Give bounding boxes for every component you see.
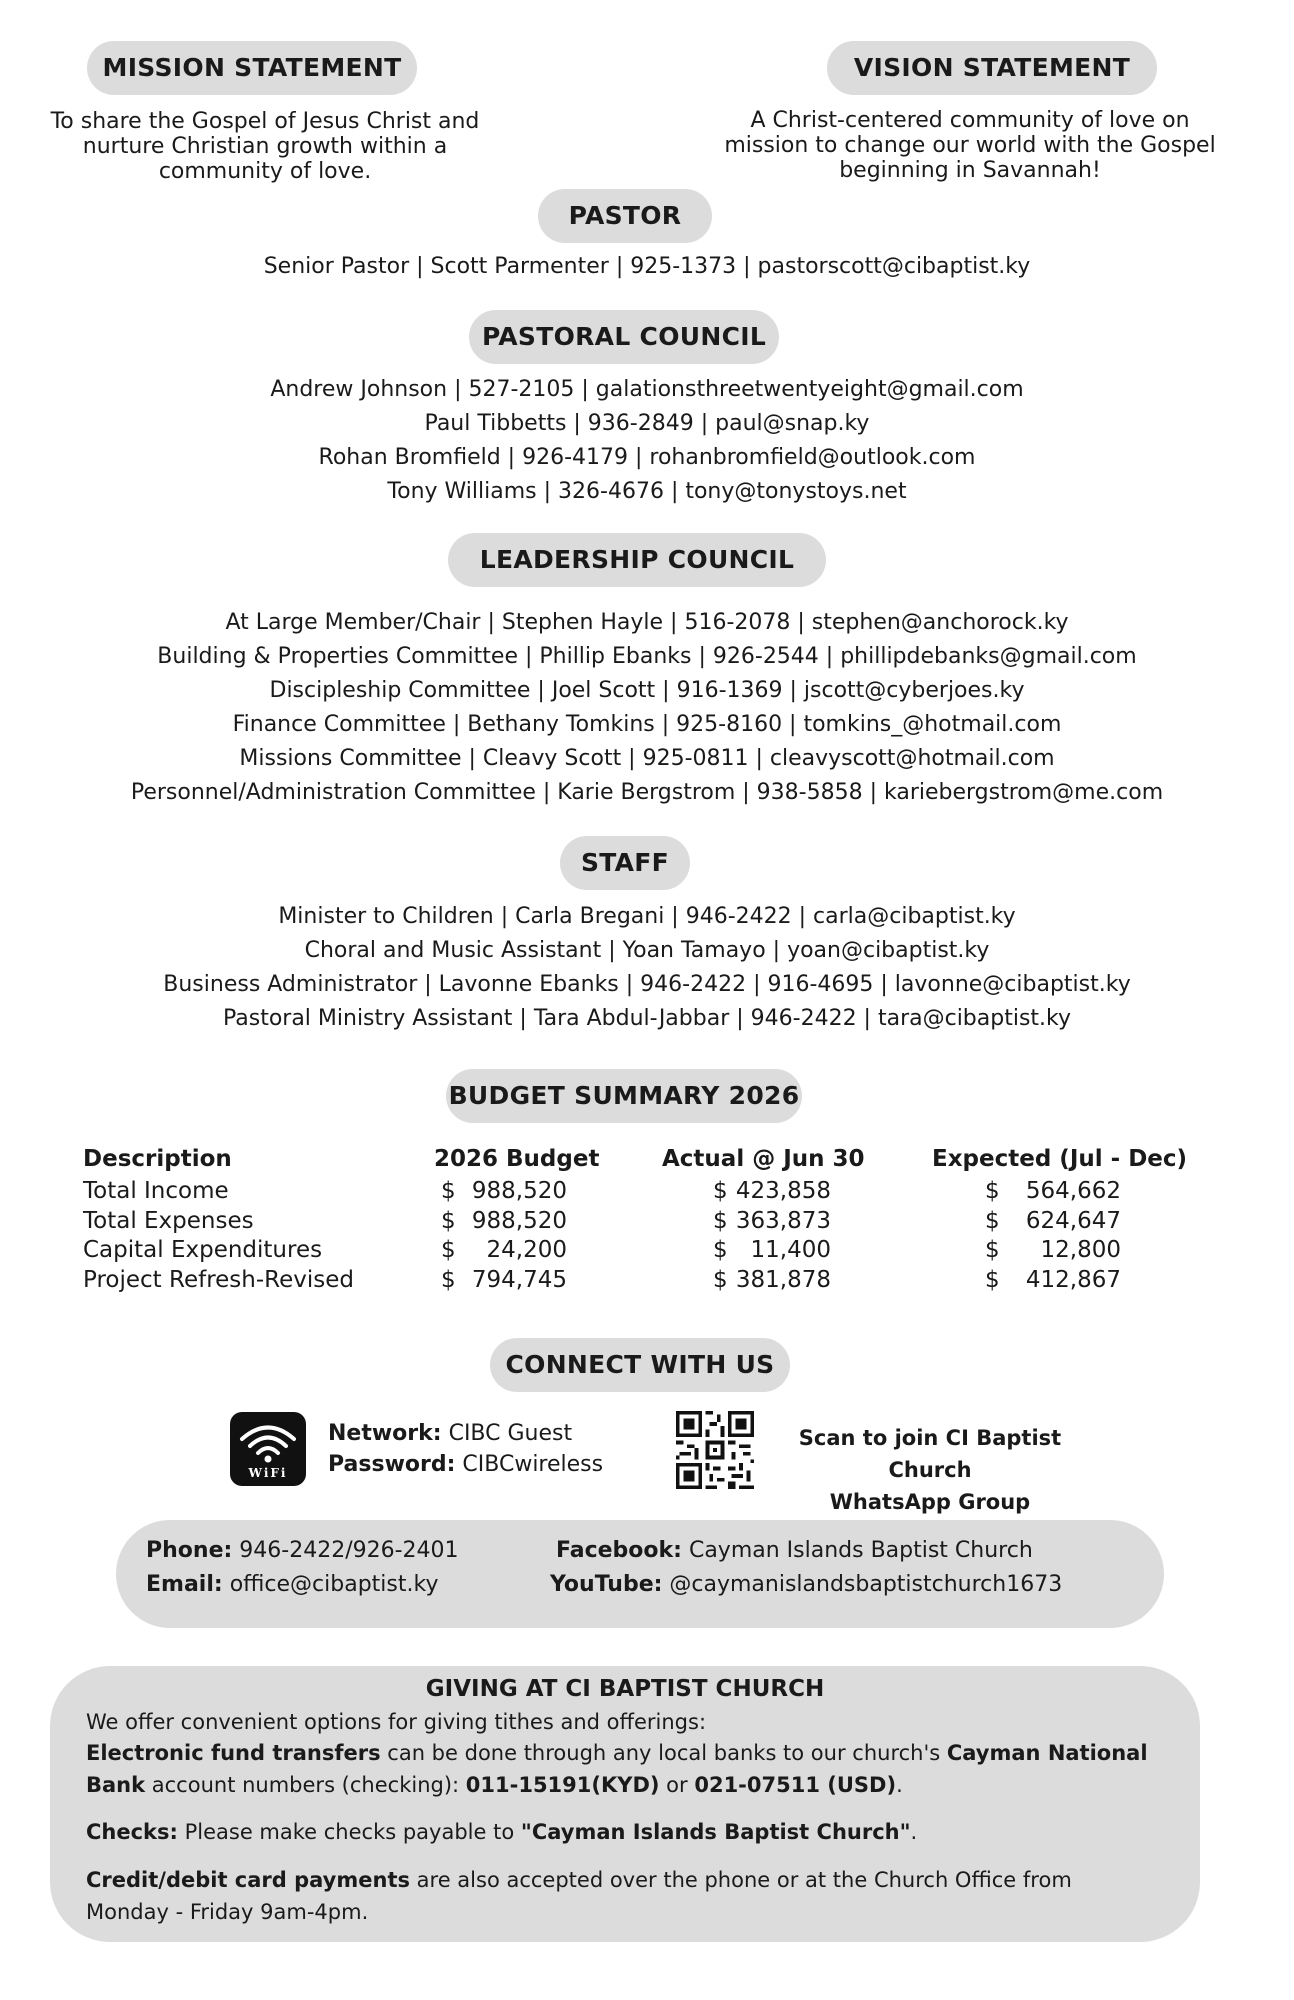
wifi-icon xyxy=(230,1412,306,1486)
email-label: Email: xyxy=(146,1572,223,1597)
password-label: Password: xyxy=(328,1452,456,1477)
budget-row-budget: 794,745 xyxy=(471,1267,567,1293)
password-value: CIBCwireless xyxy=(462,1452,604,1477)
giving-eft-line xyxy=(86,1737,1166,1769)
checks-text: Please make checks payable to xyxy=(177,1820,521,1844)
network-value: CIBC Guest xyxy=(448,1421,573,1446)
checks-end: . xyxy=(910,1820,918,1844)
card-text: are also accepted over the phone or at the Church Office from xyxy=(409,1868,1072,1892)
pastoral-council-line: Andrew Johnson | 527-2105 | galationsthreetwentyeight@gmail.com xyxy=(270,377,1024,402)
budget-row-actual: 11,400 xyxy=(750,1237,831,1263)
budget-row xyxy=(0,1176,1294,1206)
budget-row-actual: 363,873 xyxy=(735,1208,831,1234)
wifi-details xyxy=(328,1418,603,1480)
pastoral-council-heading: PASTORAL COUNCIL xyxy=(469,310,779,364)
eft-or: or xyxy=(659,1773,695,1797)
budget-row-expected: 564,662 xyxy=(1025,1178,1121,1204)
connect-heading: CONNECT WITH US xyxy=(490,1338,790,1392)
leadership-council-heading: LEADERSHIP COUNCIL xyxy=(448,533,826,587)
giving-cards-line: Monday - Friday 9am-4pm. xyxy=(86,1900,369,1924)
giving-panel xyxy=(50,1666,1200,1942)
pastoral-council-line: Tony Williams | 326-4676 | tony@tonystoys.net xyxy=(387,479,907,504)
phone-value[interactable]: 946-2422/926-2401 xyxy=(239,1538,459,1563)
qr-caption xyxy=(760,1422,1100,1518)
mission-line: nurture Christian growth within a xyxy=(82,134,448,159)
mission-text xyxy=(20,109,510,184)
currency-symbol: $ xyxy=(441,1267,456,1293)
vision-heading: VISION STATEMENT xyxy=(827,41,1157,95)
eft-text: account numbers (checking): xyxy=(145,1773,466,1797)
wifi-badge-label: WiFi xyxy=(248,1466,288,1480)
leadership-council-line: Missions Committee | Cleavy Scott | 925-0811 | cleavyscott@hotmail.com xyxy=(239,746,1055,771)
eft-text: can be done through any local banks to our church's xyxy=(380,1741,947,1765)
budget-header-2026: 2026 Budget xyxy=(434,1146,600,1172)
vision-line: beginning in Savannah! xyxy=(839,158,1101,183)
giving-eft xyxy=(86,1737,1166,1801)
leadership-council-line: Discipleship Committee | Joel Scott | 916-1369 | jscott@cyberjoes.ky xyxy=(269,678,1025,703)
vision-line: mission to change our world with the Gospel xyxy=(724,133,1216,158)
budget-header-expected: Expected (Jul - Dec) xyxy=(932,1146,1188,1172)
youtube-link[interactable]: @caymanislandsbaptistchurch1673 xyxy=(669,1572,1063,1597)
currency-symbol: $ xyxy=(713,1267,728,1293)
phone-label: Phone: xyxy=(146,1538,233,1563)
currency-symbol: $ xyxy=(713,1237,728,1263)
budget-header-description: Description xyxy=(83,1146,232,1172)
leadership-council-line: Building & Properties Committee | Phillip Ebanks | 926-2544 | phillipdebanks@gmail.com xyxy=(157,644,1137,669)
vision-text xyxy=(690,108,1250,183)
network-row xyxy=(328,1418,603,1449)
giving-checks xyxy=(86,1816,1166,1848)
budget-row-description: Project Refresh-Revised xyxy=(83,1267,354,1293)
budget-heading: BUDGET SUMMARY 2026 xyxy=(446,1069,802,1123)
leadership-council-line: At Large Member/Chair | Stephen Hayle | 516-2078 | stephen@anchorock.ky xyxy=(225,610,1069,635)
pastoral-council-list xyxy=(0,373,1294,509)
budget-row-expected: 624,647 xyxy=(1025,1208,1121,1234)
pastor-list xyxy=(0,250,1294,284)
leadership-council-list xyxy=(0,606,1294,810)
giving-title: GIVING AT CI BAPTIST CHURCH xyxy=(425,1676,825,1702)
currency-symbol: $ xyxy=(441,1178,456,1204)
card-label: Credit/debit card payments xyxy=(86,1868,410,1892)
youtube-row xyxy=(550,1572,1062,1597)
vision-line: A Christ-centered community of love on xyxy=(750,108,1190,133)
pastoral-council-line: Paul Tibbetts | 936-2849 | paul@snap.ky xyxy=(424,411,870,436)
budget-row-actual: 381,878 xyxy=(735,1267,831,1293)
budget-row-budget: 988,520 xyxy=(471,1178,567,1204)
qr-caption-line: Scan to join CI Baptist Church xyxy=(798,1426,1062,1482)
checks-payee: "Cayman Islands Baptist Church" xyxy=(520,1820,911,1844)
email-link[interactable]: office@cibaptist.ky xyxy=(229,1572,439,1597)
staff-line: Pastoral Ministry Assistant | Tara Abdul-Jabbar | 946-2422 | tara@cibaptist.ky xyxy=(222,1006,1072,1031)
currency-symbol: $ xyxy=(985,1208,1000,1234)
currency-symbol: $ xyxy=(441,1208,456,1234)
budget-row-expected: 12,800 xyxy=(1040,1237,1121,1263)
giving-intro: We offer convenient options for giving tithes and offerings: xyxy=(86,1710,707,1734)
checks-label: Checks: xyxy=(86,1820,178,1844)
pastoral-council-line: Rohan Bromfield | 926-4179 | rohanbromfield@outlook.com xyxy=(318,445,976,470)
budget-row-expected: 412,867 xyxy=(1025,1267,1121,1293)
password-row xyxy=(328,1449,603,1480)
staff-line: Minister to Children | Carla Bregani | 946-2422 | carla@cibaptist.ky xyxy=(278,904,1016,929)
currency-symbol: $ xyxy=(441,1237,456,1263)
mission-line: community of love. xyxy=(158,159,372,184)
budget-header-actual: Actual @ Jun 30 xyxy=(662,1146,865,1172)
eft-label: Electronic fund transfers xyxy=(86,1741,381,1765)
contact-panel xyxy=(116,1520,1164,1628)
email-row xyxy=(146,1572,438,1597)
leadership-council-line: Finance Committee | Bethany Tomkins | 925-8160 | tomkins_@hotmail.com xyxy=(232,712,1062,737)
mission-line: To share the Gospel of Jesus Christ and xyxy=(50,109,480,134)
giving-eft-line xyxy=(86,1769,1166,1801)
budget-row-actual: 423,858 xyxy=(735,1178,831,1204)
leadership-council-line: Personnel/Administration Committee | Karie Bergstrom | 938-5858 | kariebergstrom@me.com xyxy=(130,780,1164,805)
currency-symbol: $ xyxy=(713,1178,728,1204)
budget-row-description: Total Expenses xyxy=(83,1208,254,1234)
budget-row xyxy=(0,1235,1294,1265)
budget-row-description: Total Income xyxy=(83,1178,229,1204)
staff-line: Business Administrator | Lavonne Ebanks | 946-2422 | 916-4695 | lavonne@cibaptist.ky xyxy=(163,972,1131,997)
youtube-label: YouTube: xyxy=(550,1572,663,1597)
pastor-line: Senior Pastor | Scott Parmenter | 925-1373 | pastorscott@cibaptist.ky xyxy=(263,254,1031,279)
staff-heading: STAFF xyxy=(560,836,690,890)
eft-end: . xyxy=(896,1773,903,1797)
budget-row-budget: 24,200 xyxy=(486,1237,567,1263)
phone-row xyxy=(146,1538,459,1563)
whatsapp-qr-code xyxy=(676,1411,754,1489)
budget-row xyxy=(0,1265,1294,1295)
budget-row xyxy=(0,1206,1294,1236)
mission-heading: MISSION STATEMENT xyxy=(87,41,417,95)
budget-row-budget: 988,520 xyxy=(471,1208,567,1234)
pastor-heading: PASTOR xyxy=(538,189,712,243)
currency-symbol: $ xyxy=(985,1267,1000,1293)
staff-list xyxy=(0,900,1294,1036)
qr-caption-line: WhatsApp Group xyxy=(829,1490,1031,1514)
budget-header-row xyxy=(0,1144,1294,1174)
facebook-link[interactable]: Cayman Islands Baptist Church xyxy=(688,1538,1033,1563)
currency-symbol: $ xyxy=(985,1237,1000,1263)
eft-account-kyd: 011-15191(KYD) xyxy=(465,1773,660,1797)
giving-cards xyxy=(86,1864,1166,1928)
eft-bank: Cayman National xyxy=(946,1741,1148,1765)
network-label: Network: xyxy=(328,1421,442,1446)
facebook-row xyxy=(556,1538,1033,1563)
budget-row-description: Capital Expenditures xyxy=(83,1237,323,1263)
giving-cards-line xyxy=(86,1864,1166,1896)
currency-symbol: $ xyxy=(985,1178,1000,1204)
facebook-label: Facebook: xyxy=(556,1538,682,1563)
eft-bank-cont: Bank xyxy=(86,1773,146,1797)
eft-account-usd: 021-07511 (USD) xyxy=(694,1773,897,1797)
staff-line: Choral and Music Assistant | Yoan Tamayo | yoan@cibaptist.ky xyxy=(304,938,990,963)
currency-symbol: $ xyxy=(713,1208,728,1234)
